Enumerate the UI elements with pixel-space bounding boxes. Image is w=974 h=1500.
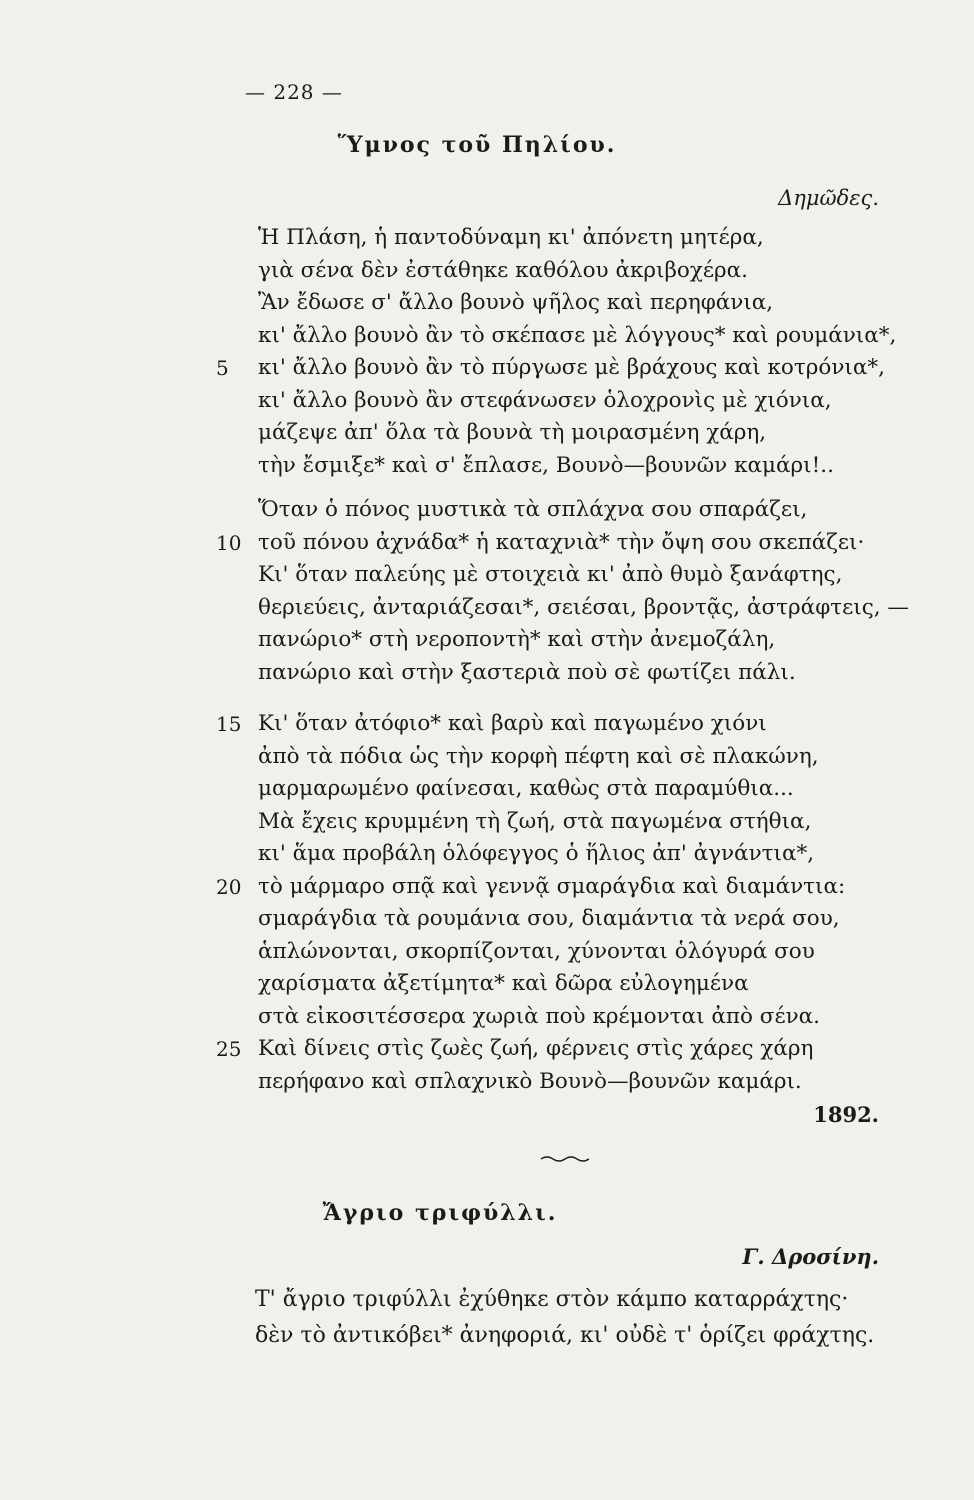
- poem-attribution: Δημῶδες.: [778, 186, 879, 210]
- poem-attribution-2: Γ. Δροσίνη.: [742, 1244, 879, 1269]
- verse-line: [216, 352, 896, 385]
- line-number: 15: [216, 712, 242, 736]
- verse-text: μάζεψε ἀπ' ὅλα τὰ βουνὰ τὴ μοιρασμένη χάρη,: [258, 420, 767, 445]
- verse-line: [258, 494, 909, 527]
- poem-title: Ὕμνος τοῦ Πηλίου.: [337, 132, 617, 158]
- verse-text: κι' ἅμα προβάλη ὁλόφεγγος ὁ ἥλιος ἀπ' ἀγνάντια*,: [258, 841, 815, 866]
- verse-text: Κι' ὅταν ἀτόφιο* καὶ βαρὺ καὶ παγωμένο χιόνι: [258, 711, 767, 736]
- stanza: [216, 222, 897, 482]
- verse-line: δὲν τὸ ἀντικόβει* ἀνηφοριά, κι' οὐδὲ τ' ὁρίζει φράχτης.: [255, 1323, 875, 1348]
- verse-text: Ἡ Πλάση, ἡ παντοδύναμη κι' ἀπόνετη μητέρα,: [258, 225, 764, 250]
- page-number: — 228 —: [245, 80, 343, 104]
- verse-text: τοῦ πόνου ἀχνάδα* ἡ καταχνιὰ* τὴν ὄψη σου σκεπάζει·: [258, 529, 865, 555]
- verse-line: [258, 741, 845, 774]
- verse-line: [258, 417, 896, 450]
- verse-text: γιὰ σένα δὲν ἐστάθηκε καθόλου ἀκριβοχέρα.: [258, 257, 748, 283]
- verse-text: στὰ εἰκοσιτέσσερα χωριὰ ποὺ κρέμονται ἀπὸ σένα.: [258, 1003, 821, 1029]
- verse-text: Ὅταν ὁ πόνος μυστικὰ τὰ σπλάχνα σου σπαράζει,: [258, 497, 808, 522]
- verse-line: [258, 936, 845, 969]
- verse-line: [258, 592, 909, 625]
- verse-line: [258, 287, 896, 320]
- verse-text: σμαράγδια τὰ ρουμάνια σου, διαμάντια τὰ νερά σου,: [258, 906, 840, 931]
- verse-text: κι' ἄλλο βουνὸ ἂν τὸ σκέπασε μὲ λόγγους* καὶ ρουμάνια*,: [258, 322, 897, 348]
- verse-line: [258, 806, 845, 839]
- verse-text: χαρίσματα ἀξετίμητα* καὶ δῶρα εὐλογημένα: [258, 971, 749, 996]
- verse-text: ἀπὸ τὰ πόδια ὡς τὴν κορφὴ πέφτη καὶ σὲ πλακώνη,: [258, 743, 819, 769]
- line-number: 20: [216, 874, 242, 899]
- verse-line: [258, 838, 845, 871]
- verse-line: [258, 450, 896, 483]
- stanza: [216, 494, 909, 689]
- poem-title-2: Ἄγριο τριφύλλι.: [322, 1200, 558, 1226]
- verse-line: [216, 527, 909, 560]
- verse-line: [258, 320, 896, 353]
- verse-text: Μὰ ἔχεις κρυμμένη τὴ ζωή, στὰ παγωμένα στήθια,: [258, 808, 812, 834]
- poem-year: 1892.: [813, 1102, 879, 1127]
- line-number: 10: [216, 530, 242, 555]
- verse-text: μαρμαρωμένο φαίνεσαι, καθὼς στὰ παραμύθια...: [258, 776, 794, 801]
- verse-line: [216, 1033, 845, 1066]
- verse-text: Ἂν ἔδωσε σ' ἄλλο βουνὸ ψῆλος καὶ περηφάνια,: [258, 290, 774, 315]
- verse-line: [258, 773, 845, 806]
- verse-text: πανώριο καὶ στὴν ξαστεριὰ ποὺ σὲ φωτίζει πάλι.: [258, 659, 796, 685]
- poem2-body: [255, 1282, 874, 1354]
- verse-line: [216, 871, 846, 904]
- verse-line: [258, 1001, 845, 1034]
- line-number: 25: [216, 1037, 242, 1061]
- verse-text: τὸ μάρμαρο σπᾷ καὶ γεννᾷ σμαράγδια καὶ διαμάντια:: [258, 873, 846, 899]
- verse-text: Κι' ὅταν παλεύης μὲ στοιχειὰ κι' ἀπὸ θυμὸ ξανάφτης,: [258, 562, 843, 587]
- verse-line: Τ' ἄγριο τριφύλλι ἐχύθηκε στὸν κάμπο καταρράχτης·: [255, 1287, 849, 1312]
- verse-line: [258, 559, 909, 592]
- verse-text: πανώριο* στὴ νεροποντὴ* καὶ στὴν ἀνεμοζάλη,: [258, 627, 776, 652]
- verse-text: τὴν ἔσμιξε* καὶ σ' ἔπλασε, Βουνὸ—βουνῶν καμάρι!..: [258, 452, 834, 478]
- verse-line: [258, 968, 845, 1001]
- verse-text: ἁπλώνονται, σκορπίζονται, χύνονται ὁλόγυρά σου: [258, 938, 815, 964]
- verse-text: θεριεύεις, ἀνταριάζεσαι*, σειέσαι, βροντᾷς, ἀστράφτεις, —: [258, 594, 909, 620]
- line-number: 5: [216, 356, 229, 380]
- verse-text: κι' ἄλλο βουνὸ ἂν τὸ πύργωσε μὲ βράχους καὶ κοτρόνια*,: [258, 355, 885, 380]
- verse-line: [258, 1066, 845, 1099]
- verse-line: [258, 385, 896, 418]
- stanza: [216, 708, 846, 1098]
- section-divider: [540, 1154, 590, 1162]
- verse-line: [216, 708, 845, 741]
- verse-line: [258, 657, 909, 690]
- verse-line: [258, 903, 845, 936]
- verse-line: [258, 222, 896, 255]
- verse-text: κι' ἄλλο βουνὸ ἂν στεφάνωσεν ὁλοχρονὶς μὲ χιόνια,: [258, 387, 832, 413]
- verse-text: Καὶ δίνεις στὶς ζωὲς ζωή, φέρνεις στὶς χάρες χάρη: [258, 1036, 814, 1061]
- verse-line: [258, 255, 896, 288]
- verse-text: περήφανο καὶ σπλαχνικὸ Βουνὸ—βουνῶν καμάρι.: [258, 1068, 802, 1094]
- verse-line: [258, 624, 909, 657]
